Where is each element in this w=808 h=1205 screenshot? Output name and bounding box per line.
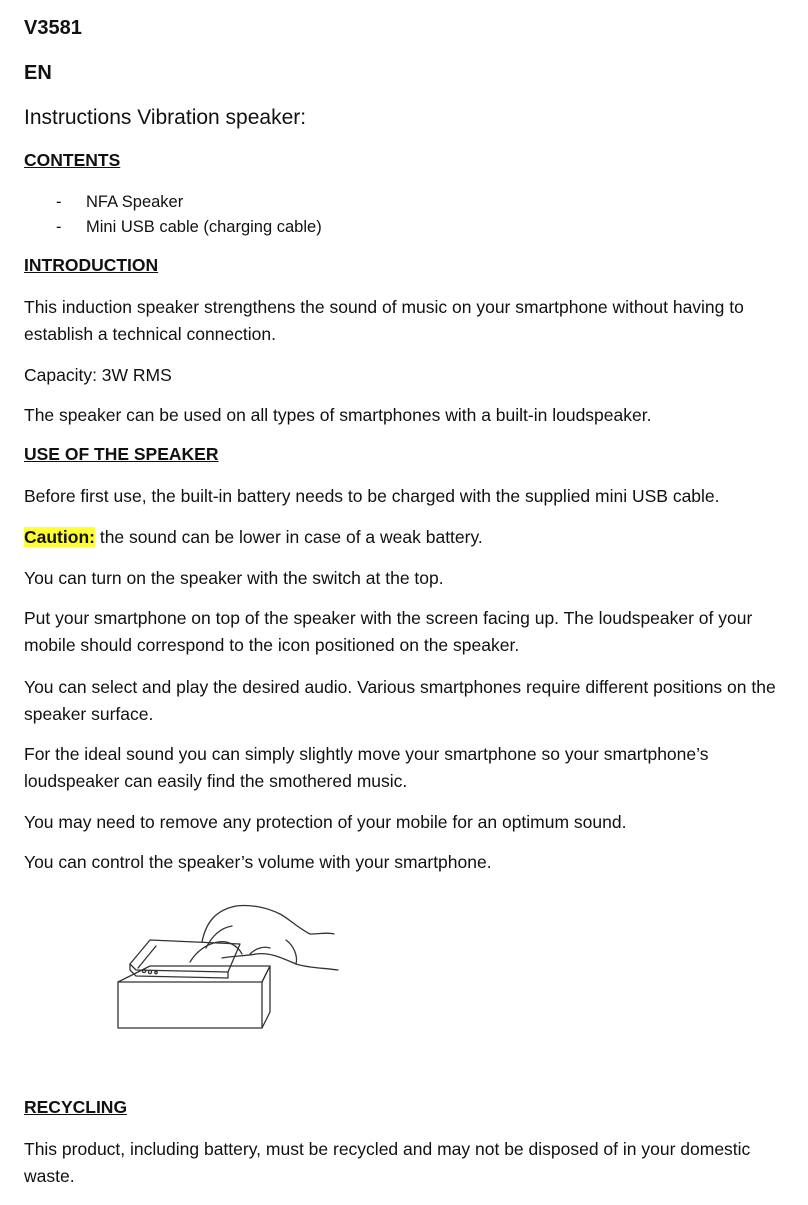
contents-heading: CONTENTS [24, 150, 121, 170]
recycling-paragraph: This product, including battery, must be recycled and may not be disposed of in your domestic waste. [24, 1139, 751, 1186]
use-heading: USE OF THE SPEAKER [24, 444, 219, 464]
introduction-heading: INTRODUCTION [24, 255, 159, 275]
caution-label: Caution: [24, 527, 95, 547]
placement-paragraph: Put your smartphone on top of the speaker with the screen facing up. The loudspeaker of your mobile should correspond to the icon positioned on the speaker. [24, 608, 753, 655]
caution-paragraph [24, 524, 794, 551]
charging-paragraph: Before first use, the built-in battery needs to be charged with the supplied mini USB cable. [24, 486, 720, 506]
speaker-box [118, 966, 270, 1028]
caution-text: the sound can be lower in case of a weak battery. [94, 527, 483, 547]
switch-paragraph: You can turn on the speaker with the switch at the top. [24, 568, 444, 588]
audio-paragraph: You can select and play the desired audio. Various smartphones require different positions on the speaker surface. [24, 677, 776, 724]
language-code: EN [24, 62, 52, 84]
volume-paragraph: You can control the speaker’s volume with your smartphone. [24, 852, 492, 872]
model-number: V3581 [24, 17, 82, 39]
positioning-paragraph: For the ideal sound you can simply slightly move your smartphone so your smartphone’s loudspeaker can easily find the smothered music. [24, 744, 709, 791]
compatibility-paragraph: The speaker can be used on all types of smartphones with a built-in loudspeaker. [24, 405, 652, 425]
speaker-illustration [110, 900, 350, 1050]
introduction-paragraph: This induction speaker strengthens the sound of music on your smartphone without having to establish a technical connection. [24, 297, 744, 344]
list-bullet: - [56, 193, 62, 211]
capacity-paragraph: Capacity: 3W RMS [24, 365, 172, 385]
smartphone [130, 940, 240, 978]
list-item-text: Mini USB cable (charging cable) [86, 218, 322, 236]
recycling-heading: RECYCLING [24, 1097, 128, 1117]
list-item-text: NFA Speaker [86, 193, 184, 211]
hand [190, 905, 338, 970]
document-title: Instructions Vibration speaker: [24, 106, 307, 129]
list-bullet: - [56, 218, 62, 236]
protection-paragraph: You may need to remove any protection of your mobile for an optimum sound. [24, 812, 627, 832]
